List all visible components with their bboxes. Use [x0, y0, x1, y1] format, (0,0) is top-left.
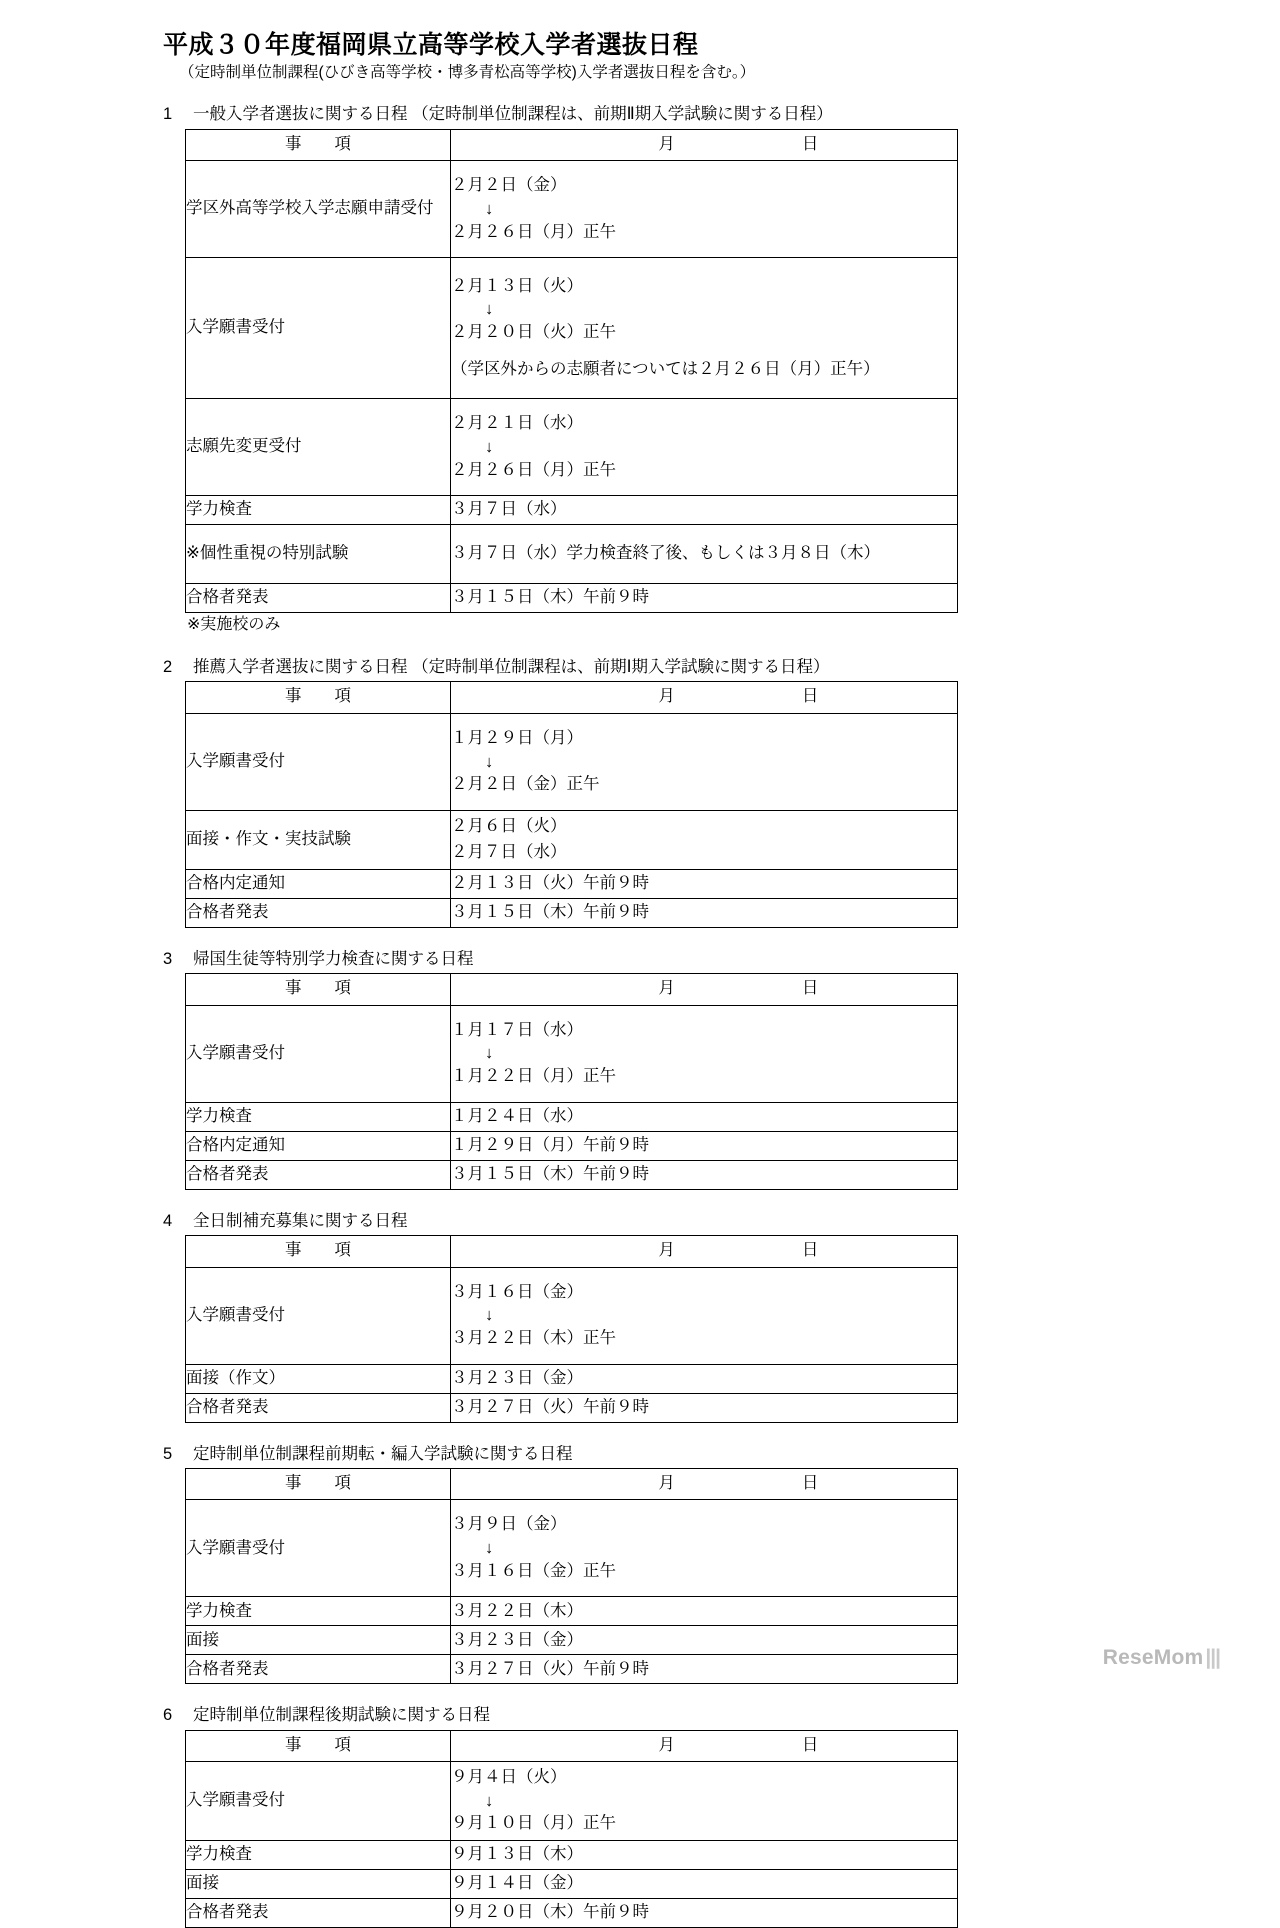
- schedule-table-3: [185, 973, 958, 1190]
- section-3-heading: [163, 948, 1113, 970]
- section-1-footnote: ※実施校のみ: [187, 616, 281, 634]
- date-start: ２月１３日（火）: [451, 276, 583, 295]
- row-date: ３月７日（水）学力検査終了後、もしくは３月８日（木）: [451, 525, 958, 584]
- table-header-row: [186, 682, 958, 714]
- column-header-item: 事 項: [186, 1235, 451, 1267]
- table-row: [186, 713, 958, 810]
- date-start: ２月２１日（水）: [451, 414, 583, 433]
- row-date: ３月２３日（金）: [451, 1626, 958, 1655]
- section-1-heading: [163, 103, 1113, 125]
- table-row: [186, 869, 958, 898]
- section-3: [163, 948, 1113, 1190]
- row-date: ３月１５日（木）午前９時: [451, 584, 958, 613]
- date-start: ３月９日（金）: [451, 1515, 567, 1534]
- row-date: [451, 1762, 958, 1841]
- row-item: 合格内定通知: [186, 869, 451, 898]
- row-item: 入学願書受付: [186, 1267, 451, 1364]
- row-date: [451, 713, 958, 810]
- schedule-table-4: [185, 1235, 958, 1423]
- range-arrow-icon: ↓: [485, 300, 494, 319]
- date-end: ３月２２日（木）正午: [451, 1328, 616, 1347]
- watermark-text: ReseMom: [1102, 1646, 1204, 1669]
- section-5-number: 5: [163, 1444, 173, 1463]
- row-date: [451, 1005, 958, 1102]
- table-row: [186, 584, 958, 613]
- table-row: [186, 161, 958, 258]
- column-header-item: 事 項: [186, 129, 451, 161]
- column-header-date-label: 月 日: [658, 1735, 850, 1754]
- row-date: [451, 1500, 958, 1597]
- date-start: １月２９日（月）: [451, 728, 583, 747]
- table-row: [186, 1364, 958, 1393]
- date-note: （学区外からの志願者については２月２６日（月）正午）: [451, 360, 880, 379]
- row-date: [451, 1267, 958, 1364]
- row-item: 入学願書受付: [186, 1005, 451, 1102]
- table-header-row: [186, 129, 958, 161]
- range-arrow-icon: ↓: [485, 1539, 494, 1558]
- schedule-table-6: [185, 1730, 958, 1928]
- row-date: ３月２２日（木）: [451, 1597, 958, 1626]
- page-subtitle: （定時制単位制課程(ひびき高等学校・博多青松高等学校)入学者選抜日程を含む。）: [179, 64, 756, 82]
- table-row: [186, 1131, 958, 1160]
- row-item: 面接・作文・実技試験: [186, 810, 451, 869]
- row-date: ９月２０日（木）午前９時: [451, 1899, 958, 1928]
- date-end: ２月２０日（火）正午: [451, 322, 616, 341]
- date-line-1: ２月６日（火）: [451, 817, 567, 836]
- schedule-table-2: [185, 681, 958, 928]
- table-header-row: [186, 1235, 958, 1267]
- row-item: 志願先変更受付: [186, 399, 451, 496]
- row-item: 合格者発表: [186, 584, 451, 613]
- table-row: [186, 1762, 958, 1841]
- row-date: ２月１３日（火）午前９時: [451, 869, 958, 898]
- row-item: 学力検査: [186, 1102, 451, 1131]
- column-header-item: 事 項: [186, 1730, 451, 1762]
- column-header-item: 事 項: [186, 1468, 451, 1500]
- section-2-title: 推薦入学者選抜に関する日程 （定時制単位制課程は、前期Ⅰ期入学試験に関する日程）: [193, 658, 830, 677]
- row-item: 面接（作文）: [186, 1364, 451, 1393]
- section-1-title: 一般入学者選抜に関する日程 （定時制単位制課程は、前期Ⅱ期入学試験に関する日程）: [193, 105, 833, 124]
- table-row: [186, 1005, 958, 1102]
- range-arrow-icon: ↓: [485, 437, 494, 456]
- column-header-date: [451, 129, 958, 161]
- row-item: 合格者発表: [186, 1655, 451, 1684]
- column-header-item: 事 項: [186, 682, 451, 714]
- range-arrow-icon: ↓: [485, 1306, 494, 1325]
- section-2-number: 2: [163, 658, 173, 677]
- row-item: 学力検査: [186, 496, 451, 525]
- table-row: [186, 1597, 958, 1626]
- row-item: 学力検査: [186, 1841, 451, 1870]
- section-4-heading: [163, 1210, 1113, 1232]
- date-start: ９月４日（火）: [451, 1768, 567, 1787]
- document-body: [163, 30, 1113, 1928]
- row-item: 学力検査: [186, 1597, 451, 1626]
- table-row: [186, 399, 958, 496]
- row-item: 合格者発表: [186, 898, 451, 927]
- row-item: 入学願書受付: [186, 1500, 451, 1597]
- row-item: 入学願書受付: [186, 1762, 451, 1841]
- column-header-date: [451, 974, 958, 1006]
- row-date: ９月１３日（木）: [451, 1841, 958, 1870]
- date-end: ９月１０日（月）正午: [451, 1814, 616, 1833]
- table-row: [186, 898, 958, 927]
- column-header-item: 事 項: [186, 974, 451, 1006]
- row-date: ３月１５日（木）午前９時: [451, 898, 958, 927]
- row-date: ３月２３日（金）: [451, 1364, 958, 1393]
- date-end: ３月１６日（金）正午: [451, 1561, 616, 1580]
- date-start: １月１７日（水）: [451, 1020, 583, 1039]
- row-item: 面接: [186, 1870, 451, 1899]
- column-header-date: [451, 1730, 958, 1762]
- range-arrow-icon: ↓: [485, 1044, 494, 1063]
- watermark: [1103, 1646, 1220, 1670]
- date-end: ２月２６日（月）正午: [451, 222, 616, 241]
- row-item: 合格内定通知: [186, 1131, 451, 1160]
- table-row: [186, 1267, 958, 1364]
- row-date: [451, 399, 958, 496]
- table-row: [186, 810, 958, 869]
- schedule-table-5: [185, 1468, 958, 1685]
- section-5-heading: [163, 1443, 1113, 1465]
- section-6-title: 定時制単位制課程後期試験に関する日程: [193, 1706, 490, 1725]
- page-title: 平成３０年度福岡県立高等学校入学者選抜日程: [163, 31, 699, 59]
- table-row: [186, 1841, 958, 1870]
- row-date: １月２９日（月）午前９時: [451, 1131, 958, 1160]
- date-line-2: ２月７日（水）: [451, 842, 567, 861]
- column-header-date: [451, 682, 958, 714]
- column-header-date-label: 月 日: [658, 1240, 850, 1259]
- section-5: [163, 1443, 1113, 1685]
- row-date: ３月７日（水）: [451, 496, 958, 525]
- section-6-number: 6: [163, 1706, 173, 1725]
- section-2: [163, 656, 1113, 928]
- row-item: 面接: [186, 1626, 451, 1655]
- row-item: 合格者発表: [186, 1160, 451, 1189]
- table-row: [186, 1393, 958, 1422]
- table-row: [186, 1655, 958, 1684]
- section-6: [163, 1704, 1113, 1928]
- row-date: １月２４日（水）: [451, 1102, 958, 1131]
- range-arrow-icon: ↓: [485, 752, 494, 771]
- table-row: [186, 525, 958, 584]
- date-end: ２月２日（金）正午: [451, 775, 600, 794]
- column-header-date-label: 月 日: [658, 687, 850, 706]
- schedule-table-1: [185, 129, 958, 614]
- table-row: [186, 1160, 958, 1189]
- section-4-title: 全日制補充募集に関する日程: [193, 1211, 408, 1230]
- row-item: 入学願書受付: [186, 713, 451, 810]
- row-item: 合格者発表: [186, 1393, 451, 1422]
- row-date: ３月２７日（火）午前９時: [451, 1393, 958, 1422]
- table-row: [186, 258, 958, 399]
- column-header-date: [451, 1235, 958, 1267]
- section-2-heading: [163, 656, 1113, 678]
- table-header-row: [186, 974, 958, 1006]
- row-date: [451, 161, 958, 258]
- column-header-date-label: 月 日: [658, 134, 850, 153]
- row-item: 入学願書受付: [186, 258, 451, 399]
- section-5-title: 定時制単位制課程前期転・編入学試験に関する日程: [193, 1444, 573, 1463]
- row-date: [451, 258, 958, 399]
- row-item: 合格者発表: [186, 1899, 451, 1928]
- table-row: [186, 1626, 958, 1655]
- date-end: ２月２６日（月）正午: [451, 460, 616, 479]
- row-date: ３月２７日（火）午前９時: [451, 1655, 958, 1684]
- column-header-date-label: 月 日: [658, 979, 850, 998]
- table-header-row: [186, 1730, 958, 1762]
- section-1-number: 1: [163, 105, 173, 124]
- row-date: ９月１４日（金）: [451, 1870, 958, 1899]
- section-4-number: 4: [163, 1211, 173, 1230]
- date-end: １月２２日（月）正午: [451, 1066, 616, 1085]
- range-arrow-icon: ↓: [485, 199, 494, 218]
- watermark-bars-icon: |||: [1205, 1646, 1220, 1669]
- table-row: [186, 1500, 958, 1597]
- section-1: [163, 103, 1113, 636]
- table-row: [186, 1102, 958, 1131]
- table-row: [186, 1899, 958, 1928]
- section-3-title: 帰国生徒等特別学力検査に関する日程: [193, 949, 474, 968]
- row-date: [451, 810, 958, 869]
- table-header-row: [186, 1468, 958, 1500]
- section-6-heading: [163, 1704, 1113, 1726]
- date-start: ３月１６日（金）: [451, 1282, 583, 1301]
- section-3-number: 3: [163, 949, 173, 968]
- row-item: ※個性重視の特別試験: [186, 525, 451, 584]
- column-header-date: [451, 1468, 958, 1500]
- table-row: [186, 496, 958, 525]
- section-4: [163, 1210, 1113, 1423]
- range-arrow-icon: ↓: [485, 1791, 494, 1810]
- table-row: [186, 1870, 958, 1899]
- row-item: 学区外高等学校入学志願申請受付: [186, 161, 451, 258]
- date-start: ２月２日（金）: [451, 176, 567, 195]
- row-date: ３月１５日（木）午前９時: [451, 1160, 958, 1189]
- column-header-date-label: 月 日: [658, 1473, 850, 1492]
